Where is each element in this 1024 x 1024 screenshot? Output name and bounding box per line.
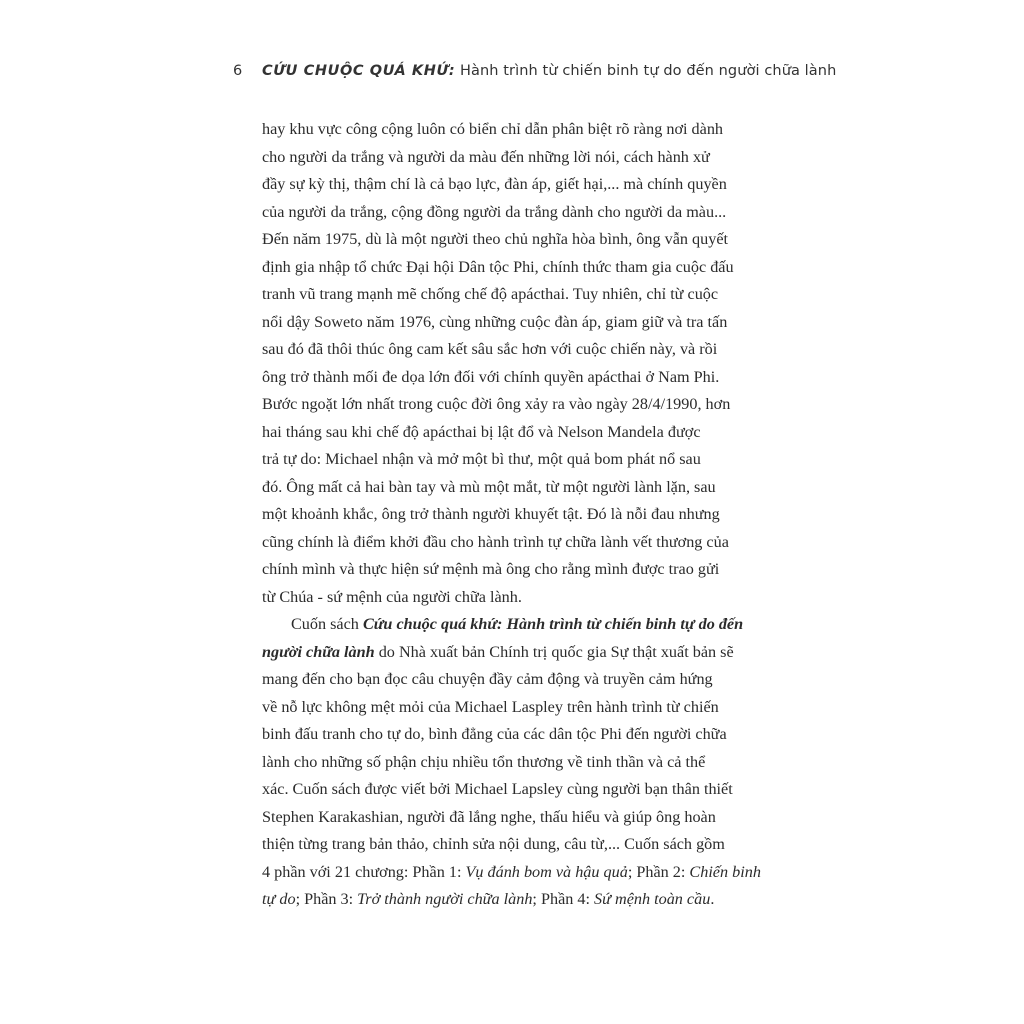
text-line: sau đó đã thôi thúc ông cam kết sâu sắc hơn với cuộc chiến này, và rồi (262, 340, 718, 358)
text-line: ông trở thành mối đe dọa lớn đối với chính quyền apácthai ở Nam Phi. (262, 367, 720, 386)
header-title-rest: Hành trình từ chiến binh tự do đến người chữa lành (455, 63, 837, 79)
text-line: xác. Cuốn sách được viết bởi Michael Lapsley cùng người bạn thân thiết (262, 780, 733, 798)
text-line: từ Chúa - sứ mệnh của người chữa lành. (262, 587, 522, 606)
text-run: 4 phần với 21 chương: Phần 1: (262, 862, 466, 881)
paragraph-1 (262, 116, 762, 611)
text-line: định gia nhập tổ chức Đại hội Dân tộc Phi, chính thức tham gia cuộc đấu (262, 257, 734, 276)
part-title: tự do (262, 890, 296, 908)
text-run: do Nhà xuất bản Chính trị quốc gia Sự thật xuất bản sẽ (374, 642, 734, 661)
text-run: Cuốn sách (291, 615, 363, 633)
text-run: ; Phần 3: (295, 890, 358, 908)
text-line: cho người da trắng và người da màu đến những lời nói, cách hành xử (262, 147, 710, 166)
text-line: một khoảnh khắc, ông trở thành người khuyết tật. Đó là nỗi đau nhưng (262, 505, 720, 523)
part-title: Trở thành người chữa lành (357, 890, 533, 908)
part-title: Chiến binh (689, 862, 761, 881)
text-line: hai tháng sau khi chế độ apácthai bị lật đổ và Nelson Mandela được (262, 422, 701, 441)
header-title-short: CỨU CHUỘC QUÁ KHỨ: (262, 63, 456, 79)
text-line: đó. Ông mất cả hai bàn tay và mù một mắt, từ một người lành lặn, sau (262, 477, 716, 496)
running-header (233, 63, 837, 85)
text-run: ; Phần 4: (532, 890, 595, 908)
page-number: 6 (233, 63, 243, 79)
text-line: chính mình và thực hiện sứ mệnh mà ông cho rằng mình được trao gửi (262, 560, 720, 578)
part-title: Sứ mệnh toàn cầu (594, 890, 711, 908)
body-text (262, 116, 762, 914)
text-line: cũng chính là điểm khởi đầu cho hành trình tự chữa lành vết thương của (262, 532, 729, 551)
text-run: . (710, 890, 715, 908)
text-line: đầy sự kỳ thị, thậm chí là cả bạo lực, đàn áp, giết hại,... mà chính quyền (262, 175, 727, 193)
book-title-emphasis: người chữa lành (262, 642, 375, 661)
text-line (262, 639, 762, 667)
text-line: trả tự do: Michael nhận và mở một bì thư, một quả bom phát nổ sau (262, 450, 701, 468)
text-line: Bước ngoặt lớn nhất trong cuộc đời ông xảy ra vào ngày 28/4/1990, hơn (262, 395, 731, 413)
text-line: binh đấu tranh cho tự do, bình đẳng của các dân tộc Phi đến người chữa (262, 725, 727, 743)
text-line (262, 611, 762, 639)
text-line (262, 859, 762, 887)
text-line: của người da trắng, cộng đồng người da trắng dành cho người da màu... (262, 202, 727, 221)
text-line: Stephen Karakashian, người đã lắng nghe, thấu hiểu và giúp ông hoàn (262, 807, 716, 826)
paragraph-2 (262, 611, 762, 914)
text-line: nổi dậy Soweto năm 1976, cùng những cuộc đàn áp, giam giữ và tra tấn (262, 312, 728, 331)
text-line: hay khu vực công cộng luôn có biển chỉ dẫn phân biệt rõ ràng nơi dành (262, 120, 724, 138)
text-run: ; Phần 2: (627, 862, 690, 881)
text-line: mang đến cho bạn đọc câu chuyện đầy cảm động và truyền cảm hứng (262, 670, 713, 688)
text-line: về nỗ lực không mệt mỏi của Michael Laspley trên hành trình từ chiến (262, 697, 719, 716)
text-line: lành cho những số phận chịu nhiều tổn thương về tinh thần và cả thể (262, 752, 706, 771)
text-line (262, 886, 762, 914)
text-line: Đến năm 1975, dù là một người theo chủ nghĩa hòa bình, ông vẫn quyết (262, 230, 729, 248)
text-line: thiện từng trang bản thảo, chỉnh sửa nội dung, câu từ,... Cuốn sách gồm (262, 835, 725, 853)
text-line: tranh vũ trang mạnh mẽ chống chế độ apácthai. Tuy nhiên, chỉ từ cuộc (262, 285, 719, 303)
book-title-emphasis: Cứu chuộc quá khứ: Hành trình từ chiến binh tự do đến (362, 615, 744, 633)
part-title: Vụ đánh bom và hậu quả (465, 862, 628, 881)
